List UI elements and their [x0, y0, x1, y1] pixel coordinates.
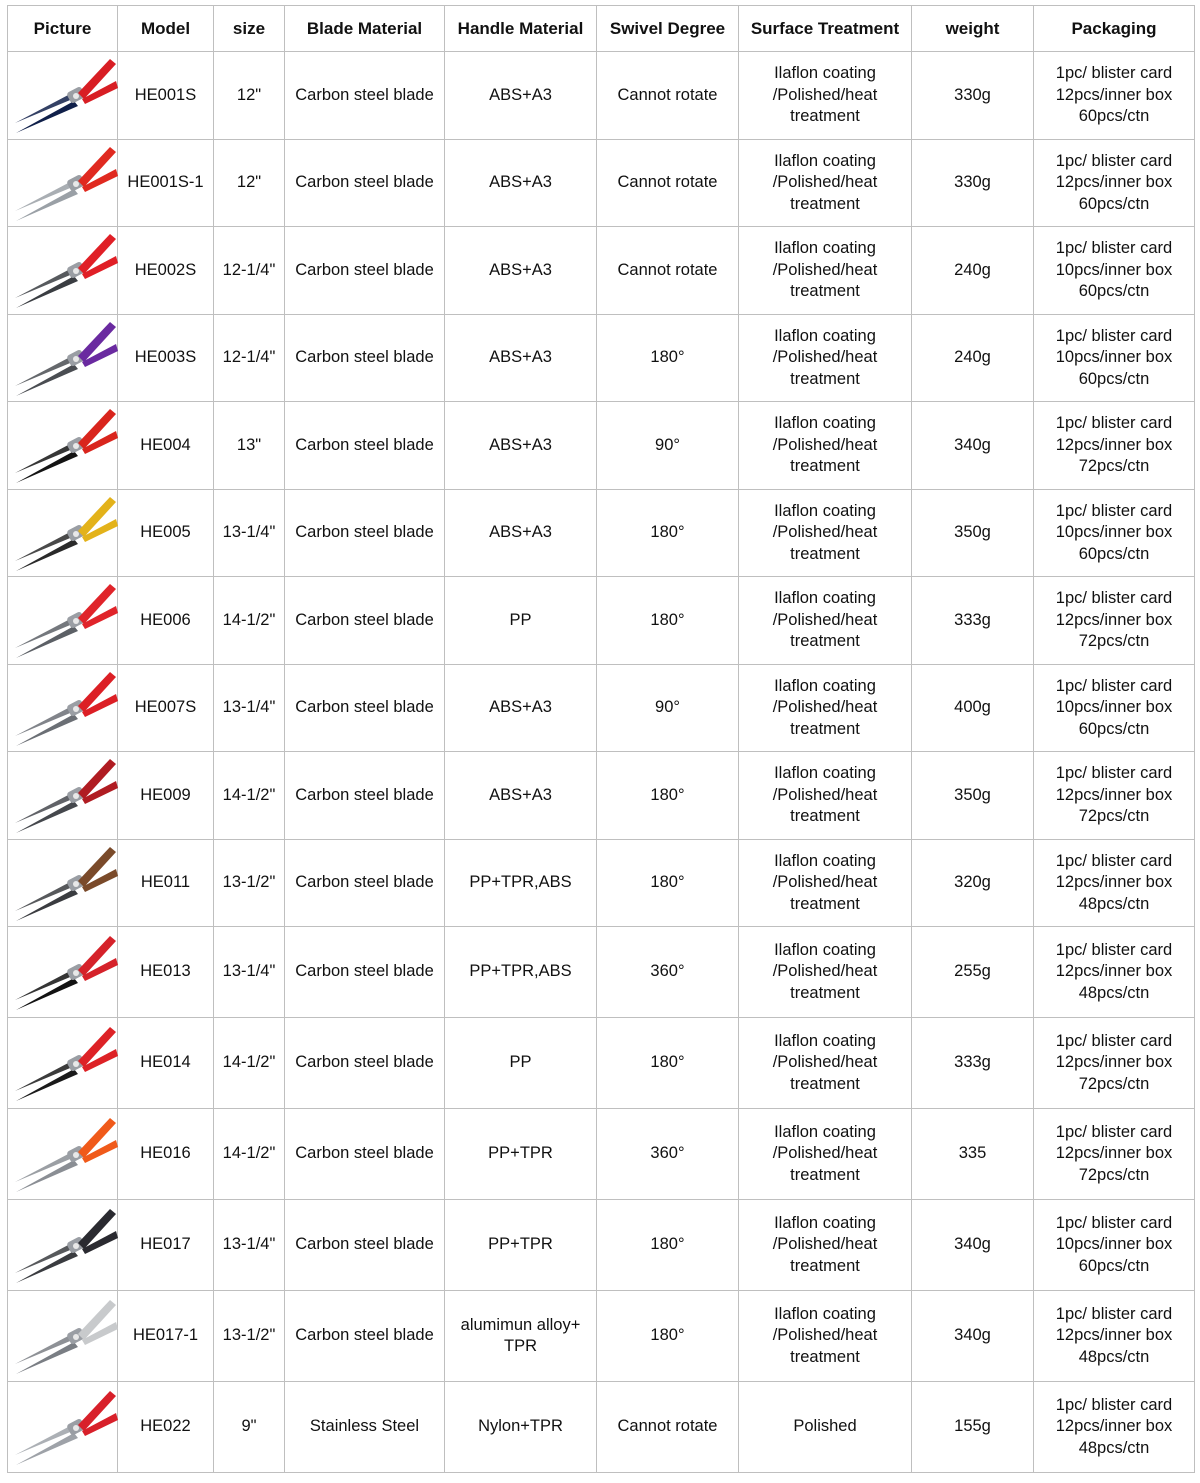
surface-treatment-cell	[739, 489, 912, 577]
blade-material-cell: Carbon steel blade	[285, 489, 445, 577]
model-cell: HE017	[118, 1200, 214, 1291]
surface-treatment-cell-line: Ilaflon coating	[774, 589, 876, 607]
surface-treatment-cell	[739, 664, 912, 752]
blade-material-cell: Carbon steel blade	[285, 1200, 445, 1291]
table-row	[8, 577, 1195, 665]
product-picture	[8, 752, 118, 840]
surface-treatment-cell-line: /Polished/heat	[772, 173, 878, 191]
handle-material-cell: PP+TPR,ABS	[445, 839, 597, 927]
table-body	[8, 52, 1195, 1473]
surface-treatment-cell-line: Ilaflon coating	[774, 1213, 876, 1232]
surface-treatment-cell-line: /Polished/heat	[772, 85, 878, 104]
surface-treatment-cell-line: /Polished/heat	[772, 1144, 878, 1163]
handle-material-cell: ABS+A3	[445, 314, 597, 402]
surface-treatment-cell-line: Ilaflon coating	[774, 326, 876, 345]
blade-material-cell: Carbon steel blade	[285, 1109, 445, 1200]
surface-treatment-cell-line: Ilaflon coating	[774, 940, 876, 959]
table-row	[8, 52, 1195, 140]
weight-cell: 335	[912, 1109, 1034, 1200]
packaging-cell-line: 12pcs/inner box	[1055, 435, 1173, 454]
handle-material-cell: PP	[445, 577, 597, 665]
packaging-cell	[1034, 1200, 1195, 1291]
surface-treatment-cell-line: Ilaflon coating	[774, 414, 876, 432]
size-cell: 9"	[214, 1382, 285, 1473]
packaging-cell-line: 60pcs/ctn	[1078, 369, 1150, 388]
size-cell: 12"	[214, 139, 285, 227]
surface-treatment-cell	[739, 402, 912, 490]
surface-treatment-cell-line: /Polished/heat	[772, 260, 878, 279]
size-cell: 13-1/4"	[214, 664, 285, 752]
packaging-cell-line: 1pc/ blister card	[1055, 151, 1173, 170]
packaging-cell-line: 48pcs/ctn	[1078, 983, 1150, 1002]
packaging-cell-line: 10pcs/inner box	[1055, 523, 1173, 541]
table-row	[8, 839, 1195, 927]
packaging-cell	[1034, 752, 1195, 840]
product-picture	[8, 227, 118, 315]
grass-shears-icon	[12, 930, 120, 1014]
handle-material-cell: ABS+A3	[445, 489, 597, 577]
weight-cell: 320g	[912, 839, 1034, 927]
product-picture	[8, 577, 118, 665]
header-surface-treatment: Surface Treatment	[739, 6, 912, 52]
size-cell: 13-1/4"	[214, 1200, 285, 1291]
table-row	[8, 1291, 1195, 1382]
packaging-cell-line: 1pc/ blister card	[1055, 764, 1173, 782]
surface-treatment-cell-line: /Polished/heat	[772, 610, 878, 629]
weight-cell: 330g	[912, 52, 1034, 140]
swivel-degree-cell: 180°	[597, 752, 739, 840]
packaging-cell-line: 12pcs/inner box	[1055, 785, 1173, 804]
packaging-cell	[1034, 664, 1195, 752]
surface-treatment-cell-line: treatment	[790, 457, 860, 475]
model-cell: HE005	[118, 489, 214, 577]
surface-treatment-cell	[739, 1291, 912, 1382]
handle-material-cell: ABS+A3	[445, 139, 597, 227]
product-picture	[8, 1291, 118, 1382]
size-cell: 14-1/2"	[214, 577, 285, 665]
grass-shears-icon	[12, 1385, 120, 1469]
model-cell: HE009	[118, 752, 214, 840]
blade-material-cell: Carbon steel blade	[285, 1291, 445, 1382]
table-row	[8, 227, 1195, 315]
surface-treatment-cell-line: /Polished/heat	[772, 348, 878, 366]
table-row	[8, 1018, 1195, 1109]
size-cell: 13-1/4"	[214, 489, 285, 577]
weight-cell: 340g	[912, 1200, 1034, 1291]
surface-treatment-cell-line: Ilaflon coating	[774, 1304, 876, 1323]
blade-material-cell: Carbon steel blade	[285, 139, 445, 227]
surface-treatment-cell-line: treatment	[790, 1165, 860, 1184]
grass-shears-icon	[12, 666, 120, 750]
table-row	[8, 927, 1195, 1018]
surface-treatment-cell-line: treatment	[790, 807, 860, 825]
packaging-cell-line: 12pcs/inner box	[1055, 1053, 1173, 1072]
model-cell: HE001S	[118, 52, 214, 140]
size-cell: 13"	[214, 402, 285, 490]
product-picture	[8, 839, 118, 927]
grass-shears-icon	[12, 403, 120, 487]
surface-treatment-cell-line: /Polished/heat	[772, 523, 878, 541]
header-packaging: Packaging	[1034, 6, 1195, 52]
weight-cell: 155g	[912, 1382, 1034, 1473]
surface-treatment-cell	[739, 752, 912, 840]
packaging-cell-line: 1pc/ blister card	[1055, 851, 1173, 870]
surface-treatment-cell	[739, 1109, 912, 1200]
weight-cell: 340g	[912, 402, 1034, 490]
packaging-cell-line: 1pc/ blister card	[1055, 501, 1173, 520]
size-cell: 12-1/4"	[214, 227, 285, 315]
weight-cell: 340g	[912, 1291, 1034, 1382]
handle-material-cell	[445, 1291, 597, 1382]
packaging-cell-line: 72pcs/ctn	[1078, 632, 1150, 650]
packaging-cell-line: 48pcs/ctn	[1078, 1347, 1150, 1366]
blade-material-cell: Carbon steel blade	[285, 927, 445, 1018]
swivel-degree-cell: 180°	[597, 577, 739, 665]
packaging-cell-line: 72pcs/ctn	[1078, 1074, 1150, 1093]
handle-material-cell: ABS+A3	[445, 52, 597, 140]
header-weight: weight	[912, 6, 1034, 52]
surface-treatment-cell-line: Ilaflon coating	[774, 1122, 876, 1141]
packaging-cell-line: 10pcs/inner box	[1055, 698, 1173, 716]
packaging-cell	[1034, 1018, 1195, 1109]
handle-material-cell: PP+TPR	[445, 1200, 597, 1291]
packaging-cell-line: 48pcs/ctn	[1078, 1438, 1150, 1457]
swivel-degree-cell: Cannot rotate	[597, 139, 739, 227]
product-picture	[8, 489, 118, 577]
product-picture	[8, 52, 118, 140]
packaging-cell	[1034, 577, 1195, 665]
packaging-cell	[1034, 1291, 1195, 1382]
surface-treatment-cell	[739, 227, 912, 315]
packaging-cell	[1034, 314, 1195, 402]
surface-treatment-cell	[739, 577, 912, 665]
swivel-degree-cell: 180°	[597, 1291, 739, 1382]
surface-treatment-cell-line: Ilaflon coating	[774, 501, 876, 520]
blade-material-cell: Carbon steel blade	[285, 752, 445, 840]
table-row	[8, 752, 1195, 840]
product-picture	[8, 1382, 118, 1473]
header-swivel-degree: Swivel Degree	[597, 6, 739, 52]
surface-treatment-cell-line: Ilaflon coating	[774, 1031, 876, 1050]
surface-treatment-cell	[739, 927, 912, 1018]
swivel-degree-cell: 360°	[597, 927, 739, 1018]
packaging-cell-line: 12pcs/inner box	[1055, 962, 1173, 981]
packaging-cell	[1034, 489, 1195, 577]
model-cell: HE022	[118, 1382, 214, 1473]
surface-treatment-cell-line: Ilaflon coating	[774, 676, 876, 695]
header-blade-material: Blade Material	[285, 6, 445, 52]
surface-treatment-cell-line: Ilaflon coating	[774, 239, 876, 257]
handle-material-cell-line: TPR	[504, 1337, 537, 1355]
surface-treatment-cell-line: treatment	[790, 1074, 860, 1093]
weight-cell: 240g	[912, 314, 1034, 402]
grass-shears-icon	[12, 1203, 120, 1287]
product-picture	[8, 402, 118, 490]
packaging-cell-line: 1pc/ blister card	[1055, 239, 1173, 257]
packaging-cell-line: 1pc/ blister card	[1055, 64, 1173, 82]
packaging-cell-line: 12pcs/inner box	[1055, 873, 1173, 891]
table-row	[8, 1109, 1195, 1200]
packaging-cell-line: 60pcs/ctn	[1078, 1256, 1150, 1275]
grass-shears-icon	[12, 1021, 120, 1105]
size-cell: 14-1/2"	[214, 1018, 285, 1109]
weight-cell: 350g	[912, 489, 1034, 577]
blade-material-cell: Carbon steel blade	[285, 314, 445, 402]
packaging-cell-line: 60pcs/ctn	[1078, 194, 1150, 213]
table-row	[8, 1382, 1195, 1473]
handle-material-cell-line: alumimun alloy+	[460, 1315, 581, 1334]
packaging-cell-line: 12pcs/inner box	[1055, 1417, 1173, 1436]
handle-material-cell: PP+TPR	[445, 1109, 597, 1200]
product-picture	[8, 139, 118, 227]
packaging-cell-line: 1pc/ blister card	[1055, 414, 1173, 432]
blade-material-cell: Carbon steel blade	[285, 52, 445, 140]
surface-treatment-cell-line: /Polished/heat	[772, 785, 878, 804]
surface-treatment-cell-line: /Polished/heat	[772, 1326, 878, 1345]
weight-cell: 400g	[912, 664, 1034, 752]
handle-material-cell: PP	[445, 1018, 597, 1109]
model-cell: HE011	[118, 839, 214, 927]
surface-treatment-cell-line: /Polished/heat	[772, 962, 878, 981]
surface-treatment-cell-line: treatment	[790, 544, 860, 563]
surface-treatment-cell-line: /Polished/heat	[772, 698, 878, 716]
table-row	[8, 1200, 1195, 1291]
packaging-cell	[1034, 839, 1195, 927]
size-cell: 13-1/2"	[214, 839, 285, 927]
grass-shears-icon	[12, 841, 120, 925]
packaging-cell-line: 1pc/ blister card	[1055, 676, 1173, 695]
surface-treatment-cell-line: treatment	[790, 894, 860, 913]
table-row	[8, 139, 1195, 227]
handle-material-cell: ABS+A3	[445, 227, 597, 315]
size-cell: 14-1/2"	[214, 752, 285, 840]
model-cell: HE002S	[118, 227, 214, 315]
swivel-degree-cell: 180°	[597, 1200, 739, 1291]
swivel-degree-cell: 90°	[597, 664, 739, 752]
surface-treatment-cell-line: treatment	[790, 107, 860, 125]
product-picture	[8, 314, 118, 402]
model-cell: HE013	[118, 927, 214, 1018]
handle-material-cell: ABS+A3	[445, 664, 597, 752]
blade-material-cell: Carbon steel blade	[285, 577, 445, 665]
table-row	[8, 664, 1195, 752]
grass-shears-icon	[12, 1112, 120, 1196]
blade-material-cell: Carbon steel blade	[285, 227, 445, 315]
packaging-cell-line: 1pc/ blister card	[1055, 1304, 1173, 1323]
surface-treatment-cell	[739, 52, 912, 140]
swivel-degree-cell: Cannot rotate	[597, 52, 739, 140]
grass-shears-icon	[12, 316, 120, 400]
packaging-cell-line: 72pcs/ctn	[1078, 807, 1150, 825]
packaging-cell-line: 1pc/ blister card	[1055, 326, 1173, 345]
product-picture	[8, 927, 118, 1018]
packaging-cell-line: 12pcs/inner box	[1055, 173, 1173, 191]
surface-treatment-cell-line: treatment	[790, 282, 860, 300]
size-cell: 13-1/4"	[214, 927, 285, 1018]
grass-shears-icon	[12, 141, 120, 225]
packaging-cell-line: 60pcs/ctn	[1078, 107, 1150, 125]
swivel-degree-cell: 180°	[597, 314, 739, 402]
packaging-cell	[1034, 52, 1195, 140]
swivel-degree-cell: Cannot rotate	[597, 227, 739, 315]
surface-treatment-cell-line: treatment	[790, 719, 860, 738]
size-cell: 12-1/4"	[214, 314, 285, 402]
model-cell: HE004	[118, 402, 214, 490]
grass-shears-icon	[12, 578, 120, 662]
packaging-cell	[1034, 927, 1195, 1018]
packaging-cell-line: 72pcs/ctn	[1078, 1165, 1150, 1184]
table-row	[8, 402, 1195, 490]
grass-shears-icon	[12, 491, 120, 575]
product-picture	[8, 1109, 118, 1200]
packaging-cell-line: 48pcs/ctn	[1078, 894, 1150, 913]
packaging-cell-line: 12pcs/inner box	[1055, 1144, 1173, 1163]
model-cell: HE001S-1	[118, 139, 214, 227]
model-cell: HE014	[118, 1018, 214, 1109]
grass-shears-icon	[12, 228, 120, 312]
packaging-cell	[1034, 402, 1195, 490]
surface-treatment-cell	[739, 139, 912, 227]
product-picture	[8, 1200, 118, 1291]
weight-cell: 350g	[912, 752, 1034, 840]
weight-cell: 330g	[912, 139, 1034, 227]
weight-cell: 240g	[912, 227, 1034, 315]
packaging-cell-line: 60pcs/ctn	[1078, 719, 1150, 738]
size-cell: 13-1/2"	[214, 1291, 285, 1382]
model-cell: HE017-1	[118, 1291, 214, 1382]
product-picture	[8, 664, 118, 752]
packaging-cell	[1034, 1109, 1195, 1200]
surface-treatment-cell-line: treatment	[790, 632, 860, 650]
grass-shears-icon	[12, 1294, 120, 1378]
handle-material-cell: ABS+A3	[445, 402, 597, 490]
handle-material-cell: ABS+A3	[445, 752, 597, 840]
packaging-cell-line: 1pc/ blister card	[1055, 1031, 1173, 1050]
surface-treatment-cell-line: treatment	[790, 194, 860, 213]
blade-material-cell: Carbon steel blade	[285, 1018, 445, 1109]
packaging-cell	[1034, 139, 1195, 227]
packaging-cell-line: 10pcs/inner box	[1055, 348, 1173, 366]
surface-treatment-cell-line: Ilaflon coating	[774, 64, 876, 82]
blade-material-cell: Carbon steel blade	[285, 402, 445, 490]
swivel-degree-cell: 90°	[597, 402, 739, 490]
size-cell: 14-1/2"	[214, 1109, 285, 1200]
header-handle-material: Handle Material	[445, 6, 597, 52]
surface-treatment-cell-line: /Polished/heat	[772, 1235, 878, 1254]
table-row	[8, 489, 1195, 577]
model-cell: HE006	[118, 577, 214, 665]
swivel-degree-cell: 180°	[597, 489, 739, 577]
surface-treatment-cell-line: treatment	[790, 1347, 860, 1366]
swivel-degree-cell: 180°	[597, 1018, 739, 1109]
packaging-cell-line: 12pcs/inner box	[1055, 1326, 1173, 1345]
blade-material-cell: Carbon steel blade	[285, 839, 445, 927]
model-cell: HE016	[118, 1109, 214, 1200]
blade-material-cell: Stainless Steel	[285, 1382, 445, 1473]
packaging-cell-line: 10pcs/inner box	[1055, 260, 1173, 279]
surface-treatment-cell-line: Ilaflon coating	[774, 151, 876, 170]
surface-treatment-cell-line: Ilaflon coating	[774, 851, 876, 870]
product-picture	[8, 1018, 118, 1109]
swivel-degree-cell: 180°	[597, 839, 739, 927]
packaging-cell-line: 12pcs/inner box	[1055, 610, 1173, 629]
surface-treatment-cell-line: treatment	[790, 369, 860, 388]
packaging-cell	[1034, 227, 1195, 315]
swivel-degree-cell: 360°	[597, 1109, 739, 1200]
handle-material-cell: PP+TPR,ABS	[445, 927, 597, 1018]
header-picture: Picture	[8, 6, 118, 52]
surface-treatment-cell-line: /Polished/heat	[772, 1053, 878, 1072]
weight-cell: 333g	[912, 577, 1034, 665]
weight-cell: 333g	[912, 1018, 1034, 1109]
weight-cell: 255g	[912, 927, 1034, 1018]
packaging-cell-line: 10pcs/inner box	[1055, 1235, 1173, 1254]
header-row	[8, 6, 1195, 52]
packaging-cell-line: 1pc/ blister card	[1055, 1122, 1173, 1141]
product-spec-table	[7, 5, 1195, 1473]
packaging-cell-line: 60pcs/ctn	[1078, 282, 1150, 300]
table-row	[8, 314, 1195, 402]
header-size: size	[214, 6, 285, 52]
grass-shears-icon	[12, 53, 120, 137]
model-cell: HE007S	[118, 664, 214, 752]
surface-treatment-cell-line: treatment	[790, 1256, 860, 1275]
packaging-cell-line: 60pcs/ctn	[1078, 544, 1150, 563]
surface-treatment-cell-line: /Polished/heat	[772, 435, 878, 454]
handle-material-cell: Nylon+TPR	[445, 1382, 597, 1473]
packaging-cell-line: 1pc/ blister card	[1055, 1213, 1173, 1232]
model-cell: HE003S	[118, 314, 214, 402]
surface-treatment-cell-line: Ilaflon coating	[774, 764, 876, 782]
header-model: Model	[118, 6, 214, 52]
surface-treatment-cell	[739, 1200, 912, 1291]
surface-treatment-cell-line: /Polished/heat	[772, 873, 878, 891]
packaging-cell-line: 1pc/ blister card	[1055, 1395, 1173, 1414]
size-cell: 12"	[214, 52, 285, 140]
packaging-cell-line: 1pc/ blister card	[1055, 940, 1173, 959]
surface-treatment-cell	[739, 1018, 912, 1109]
surface-treatment-cell	[739, 314, 912, 402]
surface-treatment-cell: Polished	[739, 1382, 912, 1473]
surface-treatment-cell	[739, 839, 912, 927]
packaging-cell-line: 12pcs/inner box	[1055, 85, 1173, 104]
grass-shears-icon	[12, 753, 120, 837]
packaging-cell-line: 72pcs/ctn	[1078, 457, 1150, 475]
blade-material-cell: Carbon steel blade	[285, 664, 445, 752]
surface-treatment-cell-line: treatment	[790, 983, 860, 1002]
packaging-cell-line: 1pc/ blister card	[1055, 589, 1173, 607]
packaging-cell	[1034, 1382, 1195, 1473]
swivel-degree-cell: Cannot rotate	[597, 1382, 739, 1473]
